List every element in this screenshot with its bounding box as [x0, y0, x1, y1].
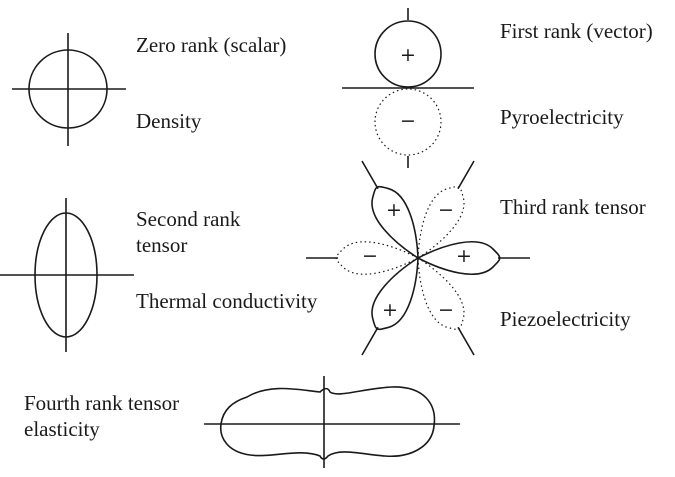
minus-sign: −: [400, 110, 416, 132]
plus-sign: +: [456, 245, 472, 267]
fourth-rank-label-line1: Fourth rank tensor: [24, 391, 180, 415]
piezoelectricity-label: Piezoelectricity: [500, 307, 631, 331]
third-rank-lobes-figure: [306, 153, 530, 363]
second-rank-label-line2: tensor: [136, 233, 188, 257]
scalar-sphere-figure: [12, 33, 126, 146]
plus-sign: +: [386, 199, 402, 221]
minus-sign: −: [438, 299, 454, 321]
minus-sign: −: [438, 199, 454, 221]
thermal-conductivity-label: Thermal conductivity: [136, 289, 318, 313]
plus-sign: +: [382, 299, 398, 321]
second-rank-label-line1: Second rank: [136, 207, 241, 231]
minus-sign: −: [362, 245, 378, 267]
zero-rank-label: Zero rank (scalar): [136, 33, 287, 57]
density-label: Density: [136, 109, 202, 133]
third-rank-label: Third rank tensor: [500, 195, 646, 219]
fourth-rank-label-line2: elasticity: [24, 417, 100, 441]
plus-sign: +: [400, 44, 416, 66]
fourth-rank-surface-figure: [204, 376, 460, 468]
second-rank-ellipsoid-figure: [0, 198, 134, 352]
first-rank-label: First rank (vector): [500, 19, 653, 43]
vector-sphere-figure: [342, 8, 474, 168]
pyroelectricity-label: Pyroelectricity: [500, 105, 624, 129]
